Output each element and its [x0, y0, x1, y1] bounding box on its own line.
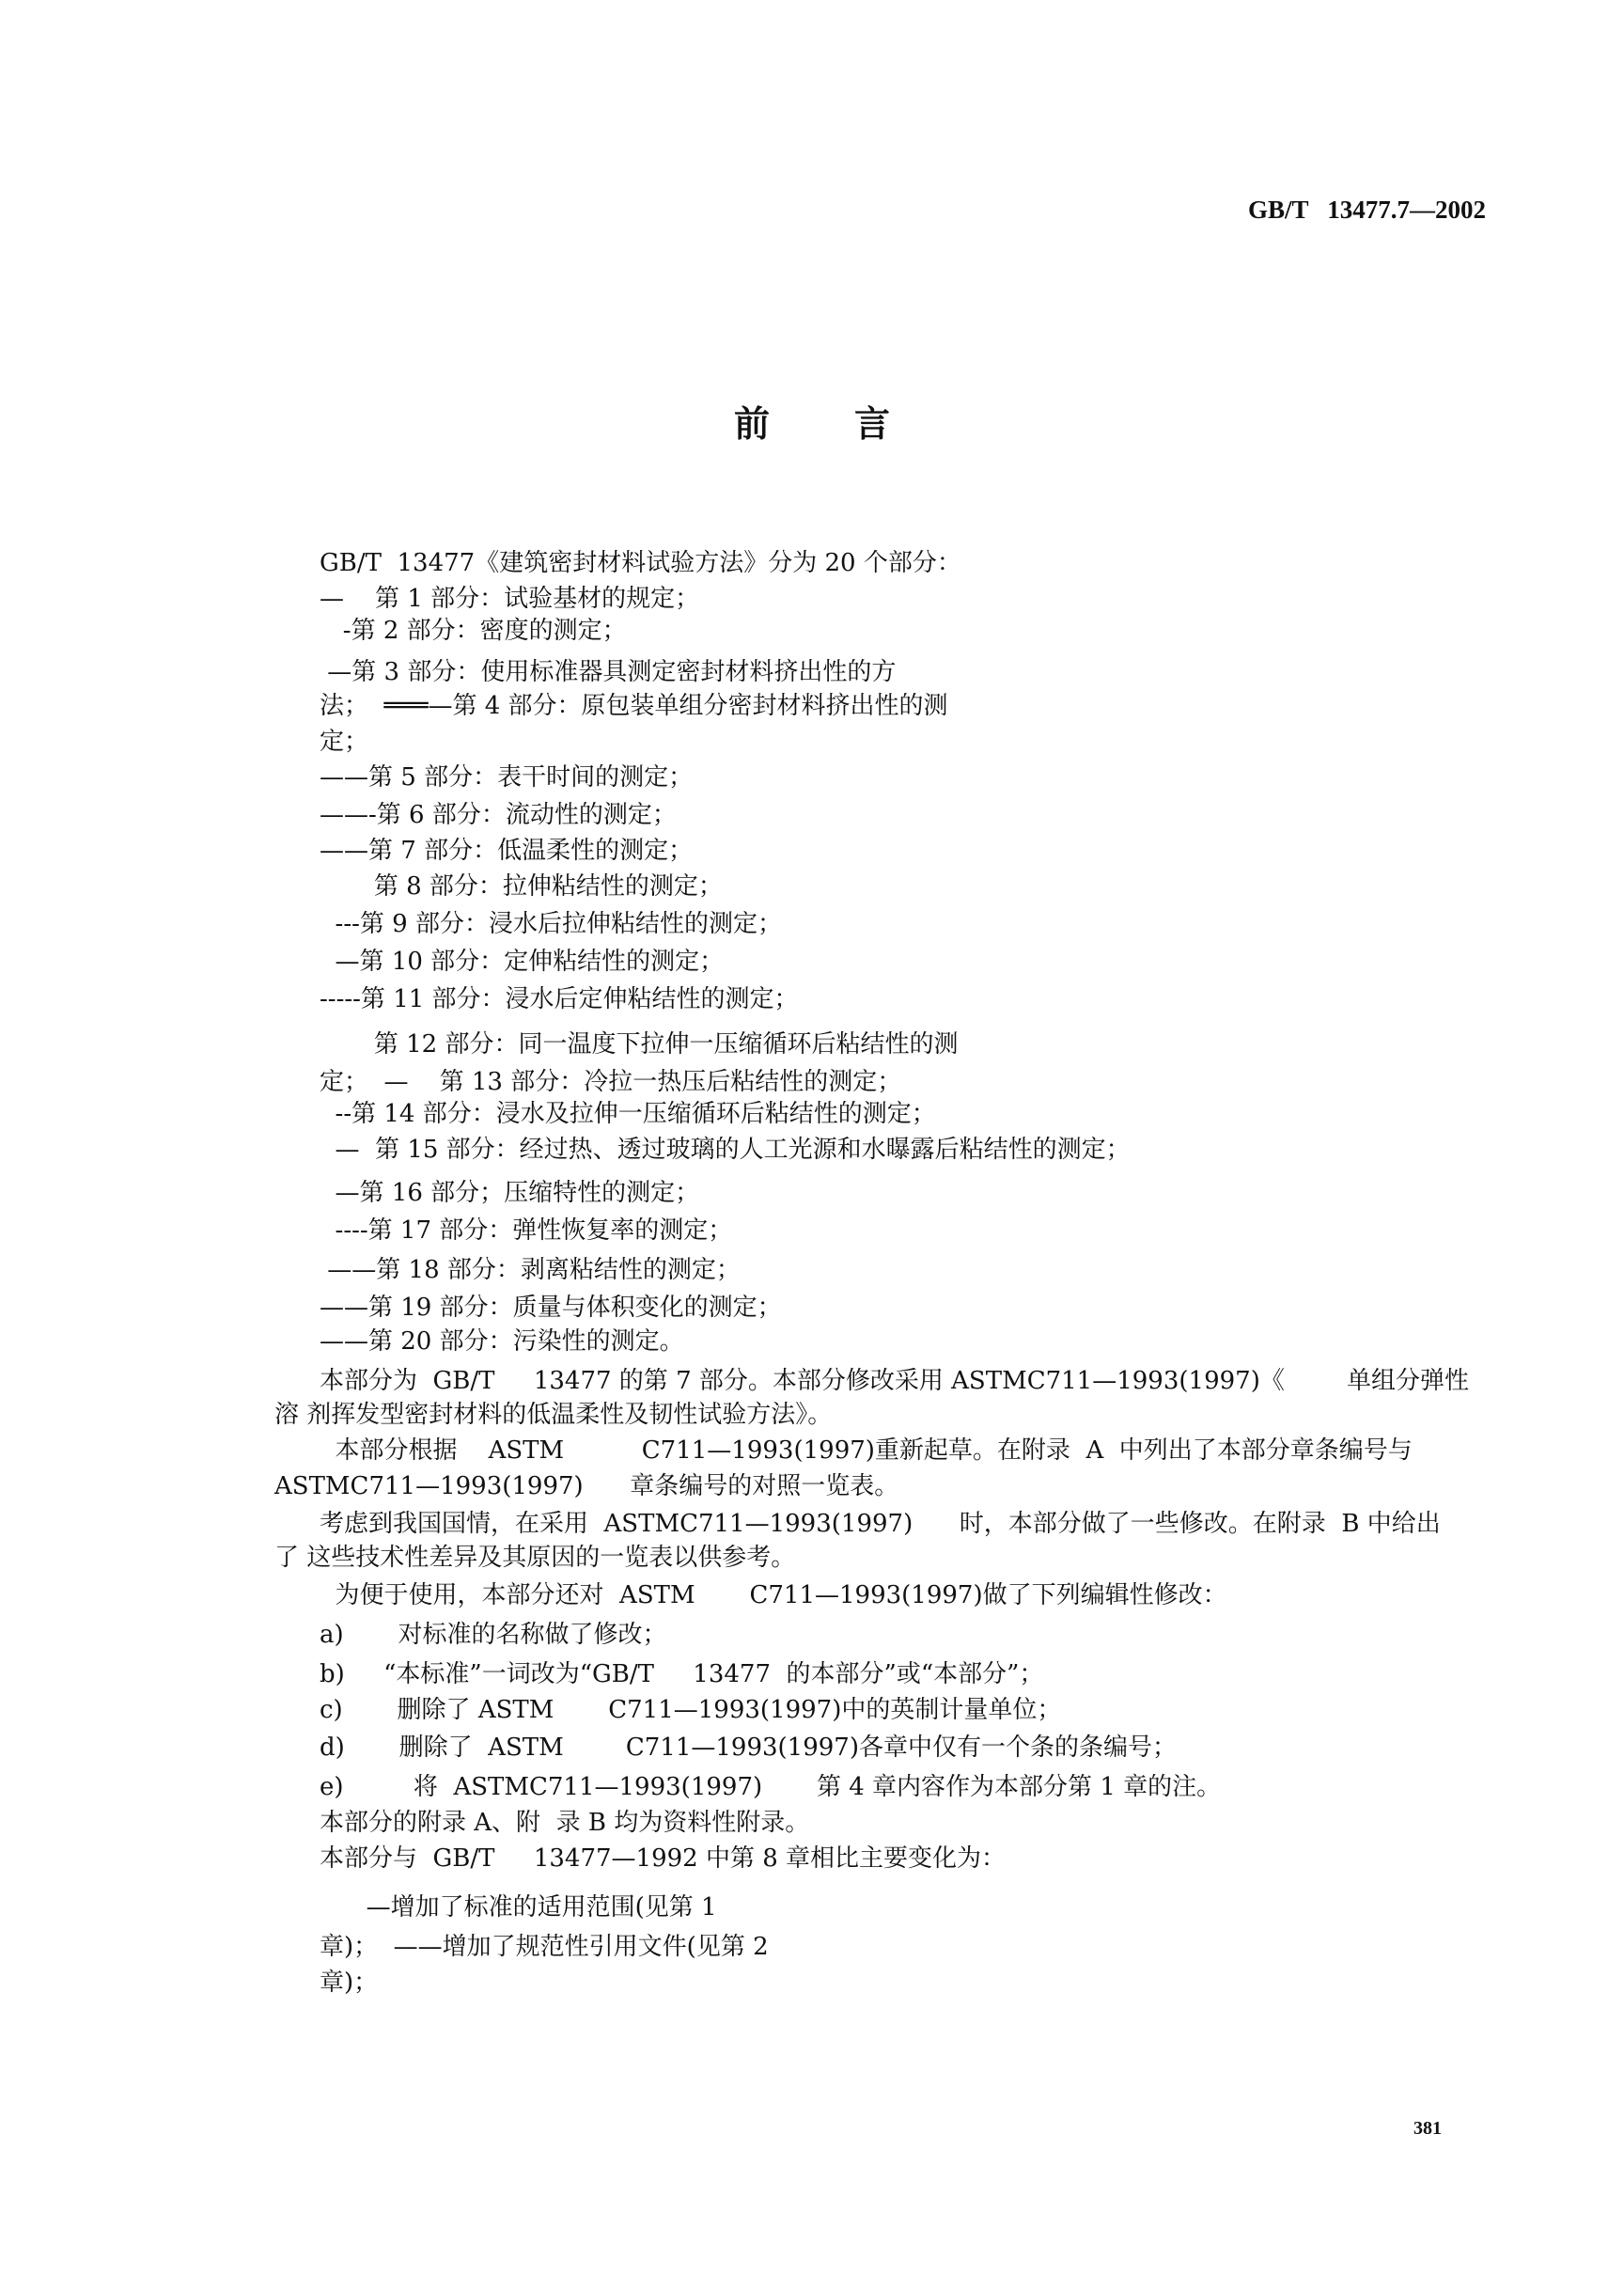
- body-line: 本部分的附录 A、附 录 B 均为资料性附录。: [320, 1809, 810, 1837]
- body-line: ——第 18 部分：剥离粘结性的测定；: [320, 1256, 741, 1284]
- body-line: 考虑到我国国情，在采用 ASTMC711—1993(1997) 时，本部分做了一些修改。在附录 B 中给出: [320, 1510, 1441, 1538]
- body-line: 法； ═══—第 4 部分：原包装单组分密封材料挤出性的测: [320, 692, 948, 720]
- body-line: -第 2 部分：密度的测定；: [320, 617, 627, 645]
- body-line: 定；: [320, 728, 369, 756]
- body-line: —第 16 部分；压缩特性的测定；: [320, 1179, 700, 1207]
- body-line: ——第 20 部分：污染性的测定。: [320, 1327, 684, 1356]
- body-line: ASTMC711—1993(1997) 章条编号的对照一览表。: [274, 1472, 899, 1500]
- body-line: —第 10 部分：定伸粘结性的测定；: [320, 948, 725, 976]
- body-line: — 第 1 部分：试验基材的规定；: [320, 585, 700, 613]
- page-title: 前言: [733, 403, 975, 445]
- body-line: ——-第 6 部分：流动性的测定；: [320, 801, 677, 829]
- body-line: —第 3 部分：使用标准器具测定密封材料挤出性的方: [320, 658, 897, 686]
- body-line: ---第 9 部分：浸水后拉伸粘结性的测定；: [320, 910, 782, 938]
- body-line: 第 12 部分：同一温度下拉伸一压缩循环后粘结性的测: [320, 1030, 959, 1059]
- body-line: ----第 17 部分：弹性恢复率的测定；: [320, 1216, 733, 1245]
- body-line: ——第 7 部分：低温柔性的测定；: [320, 837, 694, 865]
- body-line: b) “本标准”一词改为“GB/T 13477 的本部分”或“本部分”；: [320, 1660, 1044, 1688]
- body-line: ——第 19 部分：质量与体积变化的测定；: [320, 1294, 782, 1322]
- body-line: -----第 11 部分：浸水后定伸粘结性的测定；: [320, 985, 799, 1013]
- standard-code: GB/T 13477.7—2002: [1248, 196, 1487, 224]
- body-line: 为便于使用，本部分还对 ASTM C711—1993(1997)做了下列编辑性修改：: [320, 1581, 1227, 1609]
- body-line: c) 删除了 ASTM C711—1993(1997)中的英制计量单位；: [320, 1696, 1062, 1724]
- page-number: 381: [1413, 2118, 1442, 2139]
- body-line: 章)；: [320, 1969, 379, 1997]
- body-line: GB/T 13477《建筑密封材料试验方法》分为 20 个部分：: [320, 549, 961, 577]
- body-line: 章)； ——增加了规范性引用文件(见第 2: [320, 1933, 769, 1961]
- body-line: e) 将 ASTMC711—1993(1997) 第 4 章内容作为本部分第 1 章的注。: [320, 1773, 1222, 1801]
- body-line: ——第 5 部分：表干时间的测定；: [320, 763, 694, 792]
- body-line: a) 对标准的名称做了修改；: [320, 1621, 667, 1649]
- body-line: 本部分根据 ASTM C711—1993(1997)重新起草。在附录 A 中列出了本部分章条编号与: [320, 1436, 1413, 1465]
- body-line: — 第 15 部分：经过热、透过玻璃的人工光源和水曝露后粘结性的测定；: [320, 1136, 1131, 1164]
- body-line: d) 删除了 ASTM C711—1993(1997)各章中仅有一个条的条编号；: [320, 1734, 1177, 1762]
- body-line: —增加了标准的适用范围(见第 1: [320, 1893, 717, 1922]
- body-line: --第 14 部分：浸水及拉伸一压缩循环后粘结性的测定；: [320, 1100, 936, 1128]
- body-line: 溶 剂挥发型密封材料的低温柔性及韧性试验方法》。: [274, 1401, 833, 1429]
- body-line: 了 这些技术性差异及其原因的一览表以供参考。: [274, 1544, 796, 1572]
- body-line: 第 8 部分：拉伸粘结性的测定；: [320, 872, 723, 901]
- body-line: 定； — 第 13 部分：冷拉一热压后粘结性的测定；: [320, 1068, 902, 1096]
- body-line: 本部分与 GB/T 13477—1992 中第 8 章相比主要变化为：: [320, 1844, 1007, 1873]
- body-line: 本部分为 GB/T 13477 的第 7 部分。本部分修改采用 ASTMC711—1993(1997)《 单组分弹性: [320, 1367, 1469, 1395]
